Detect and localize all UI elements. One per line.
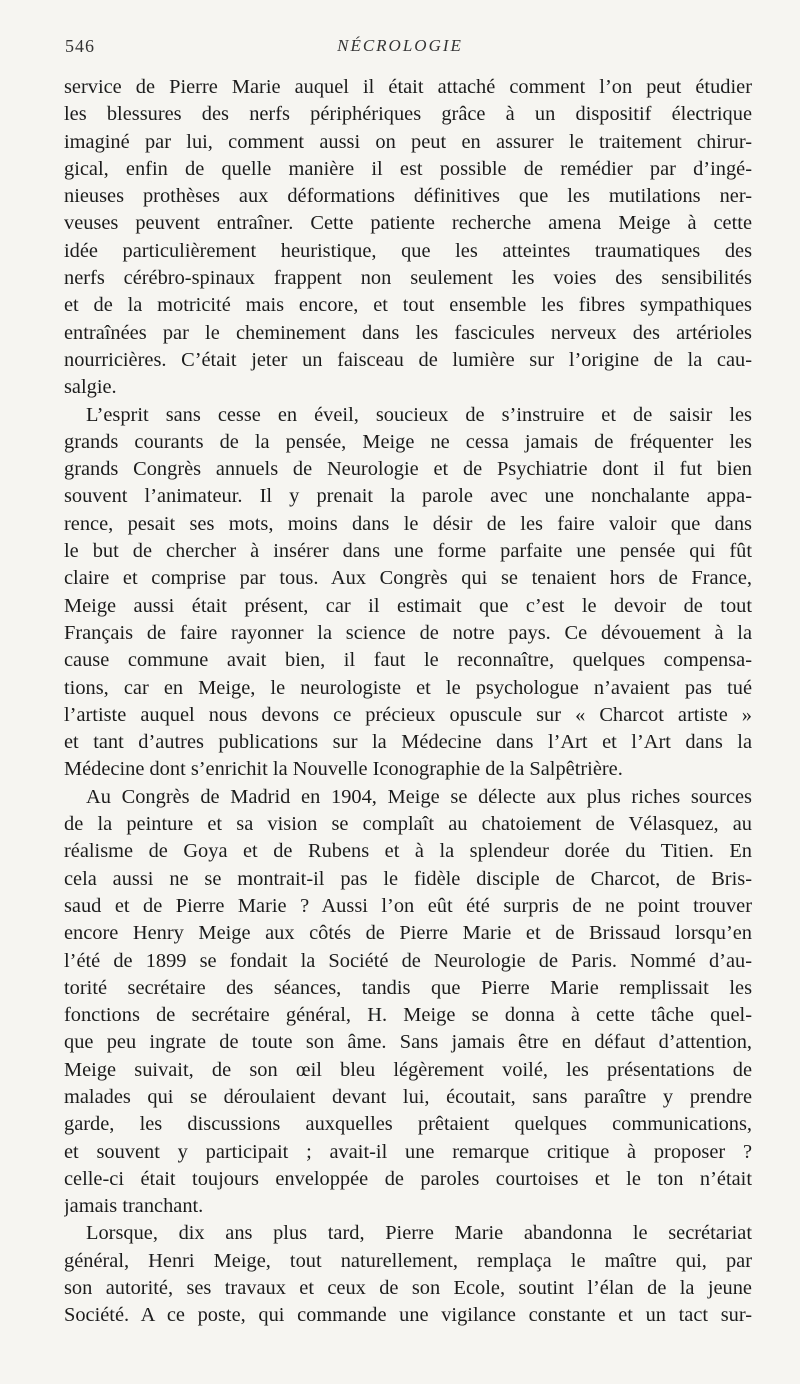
text-line: Français de faire rayonner la science de notre pays. Ce dévouement à la xyxy=(64,621,752,644)
text-line: rence, pesait ses mots, moins dans le désir de les faire valoir que dans xyxy=(64,512,752,535)
text-line: le but de chercher à insérer dans une forme parfaite une pensée qui fût xyxy=(64,540,752,563)
text-line: gical, enfin de quelle manière il est possible de remédier par d’ingé- xyxy=(64,157,752,180)
text-line: L’esprit sans cesse en éveil, soucieux de s’instruire et de saisir les xyxy=(86,403,752,426)
text-line: entraînées par le cheminement dans les fascicules nerveux des artérioles xyxy=(64,321,752,344)
text-line: veuses peuvent entraîner. Cette patiente recherche amena Meige à cette xyxy=(64,212,752,235)
text-line: général, Henri Meige, tout naturellement, remplaça le maître qui, par xyxy=(64,1249,752,1272)
text-line: encore Henry Meige aux côtés de Pierre Marie et de Brissaud lorsqu’en xyxy=(64,922,752,945)
text-line: Au Congrès de Madrid en 1904, Meige se délecte aux plus riches sources xyxy=(86,785,752,808)
text-line: torité secrétaire des séances, tandis que Pierre Marie remplissait les xyxy=(64,976,752,999)
text-line: et de la motricité mais encore, et tout ensemble les fibres sympathiques xyxy=(64,294,752,317)
text-line: Médecine dont s’enrichit la Nouvelle Iconographie de la Salpêtrière. xyxy=(64,758,623,781)
text-line: fonctions de secrétaire général, H. Meige se donna à cette tâche quel- xyxy=(64,1004,752,1027)
running-title: NÉCROLOGIE xyxy=(337,36,463,55)
text-line: tions, car en Meige, le neurologiste et le psychologue n’avaient pas tué xyxy=(64,676,752,699)
text-line: idée particulièrement heuristique, que les atteintes traumatiques des xyxy=(64,239,752,262)
text-line: nerfs cérébro-spinaux frappent non seulement les voies des sensibilités xyxy=(64,267,752,290)
text-line: Meige suivait, de son œil bleu légèrement voilé, les présentations de xyxy=(64,1058,752,1081)
text-line: de la peinture et sa vision se complaît au chatoiement de Vélasquez, au xyxy=(64,813,752,836)
text-line: cela aussi ne se montrait-il pas le fidèle disciple de Charcot, de Bris- xyxy=(64,867,752,890)
body-text xyxy=(64,74,752,1330)
text-line: malades qui se déroulaient devant lui, écoutait, sans paraître y prendre xyxy=(64,1085,752,1108)
text-line: Meige aussi était présent, car il estimait que c’est le devoir de tout xyxy=(64,594,752,617)
text-line: et souvent y participait ; avait-il une remarque critique à proposer ? xyxy=(64,1140,752,1163)
text-line: réalisme de Goya et de Rubens et à la splendeur dorée du Titien. En xyxy=(64,840,752,863)
text-line: grands Congrès annuels de Neurologie et de Psychiatrie dont il fut bien xyxy=(64,458,752,481)
text-line: celle-ci était toujours enveloppée de paroles courtoises et le ton n’était xyxy=(64,1167,752,1190)
text-line: l’artiste auquel nous devons ce précieux opuscule sur « Charcot artiste » xyxy=(64,703,752,726)
text-line: Société. A ce poste, qui commande une vigilance constante et un tact sur- xyxy=(64,1304,752,1327)
text-line: que peu ingrate de toute son âme. Sans jamais être en défaut d’attention, xyxy=(64,1031,752,1054)
text-line: cause commune avait bien, il faut le reconnaître, quelques compensa- xyxy=(64,649,752,672)
text-line: jamais tranchant. xyxy=(64,1195,204,1218)
text-line: Lorsque, dix ans plus tard, Pierre Marie abandonna le secrétariat xyxy=(86,1222,752,1245)
text-line: l’été de 1899 se fondait la Société de Neurologie de Paris. Nommé d’au- xyxy=(64,949,752,972)
text-line: les blessures des nerfs périphériques grâce à un dispositif électrique xyxy=(64,103,752,126)
text-line: souvent l’animateur. Il y prenait la parole avec une nonchalante appa- xyxy=(64,485,752,508)
text-line: garde, les discussions auxquelles prêtaient quelques communications, xyxy=(64,1113,752,1136)
text-line: nieuses prothèses aux déformations définitives que les mutilations ner- xyxy=(64,185,752,208)
running-head xyxy=(0,36,800,62)
text-line: imaginé par lui, comment aussi on peut en assurer le traitement chirur- xyxy=(64,130,752,153)
text-line: saud et de Pierre Marie ? Aussi l’on eût été surpris de ne point trouver xyxy=(64,894,752,917)
text-line: service de Pierre Marie auquel il était attaché comment l’on peut étudier xyxy=(64,76,752,98)
text-line: salgie. xyxy=(64,376,117,399)
text-line: nourricières. C’était jeter un faisceau de lumière sur l’origine de la cau- xyxy=(64,348,752,371)
text-line: grands courants de la pensée, Meige ne cessa jamais de fréquenter les xyxy=(64,430,752,453)
text-line: claire et comprise par tous. Aux Congrès qui se tenaient hors de France, xyxy=(64,567,752,590)
text-line: son autorité, ses travaux et ceux de son Ecole, soutint l’élan de la jeune xyxy=(64,1277,752,1300)
page-number: 546 xyxy=(65,36,95,56)
text-line: et tant d’autres publications sur la Médecine dans l’Art et l’Art dans la xyxy=(64,731,752,754)
